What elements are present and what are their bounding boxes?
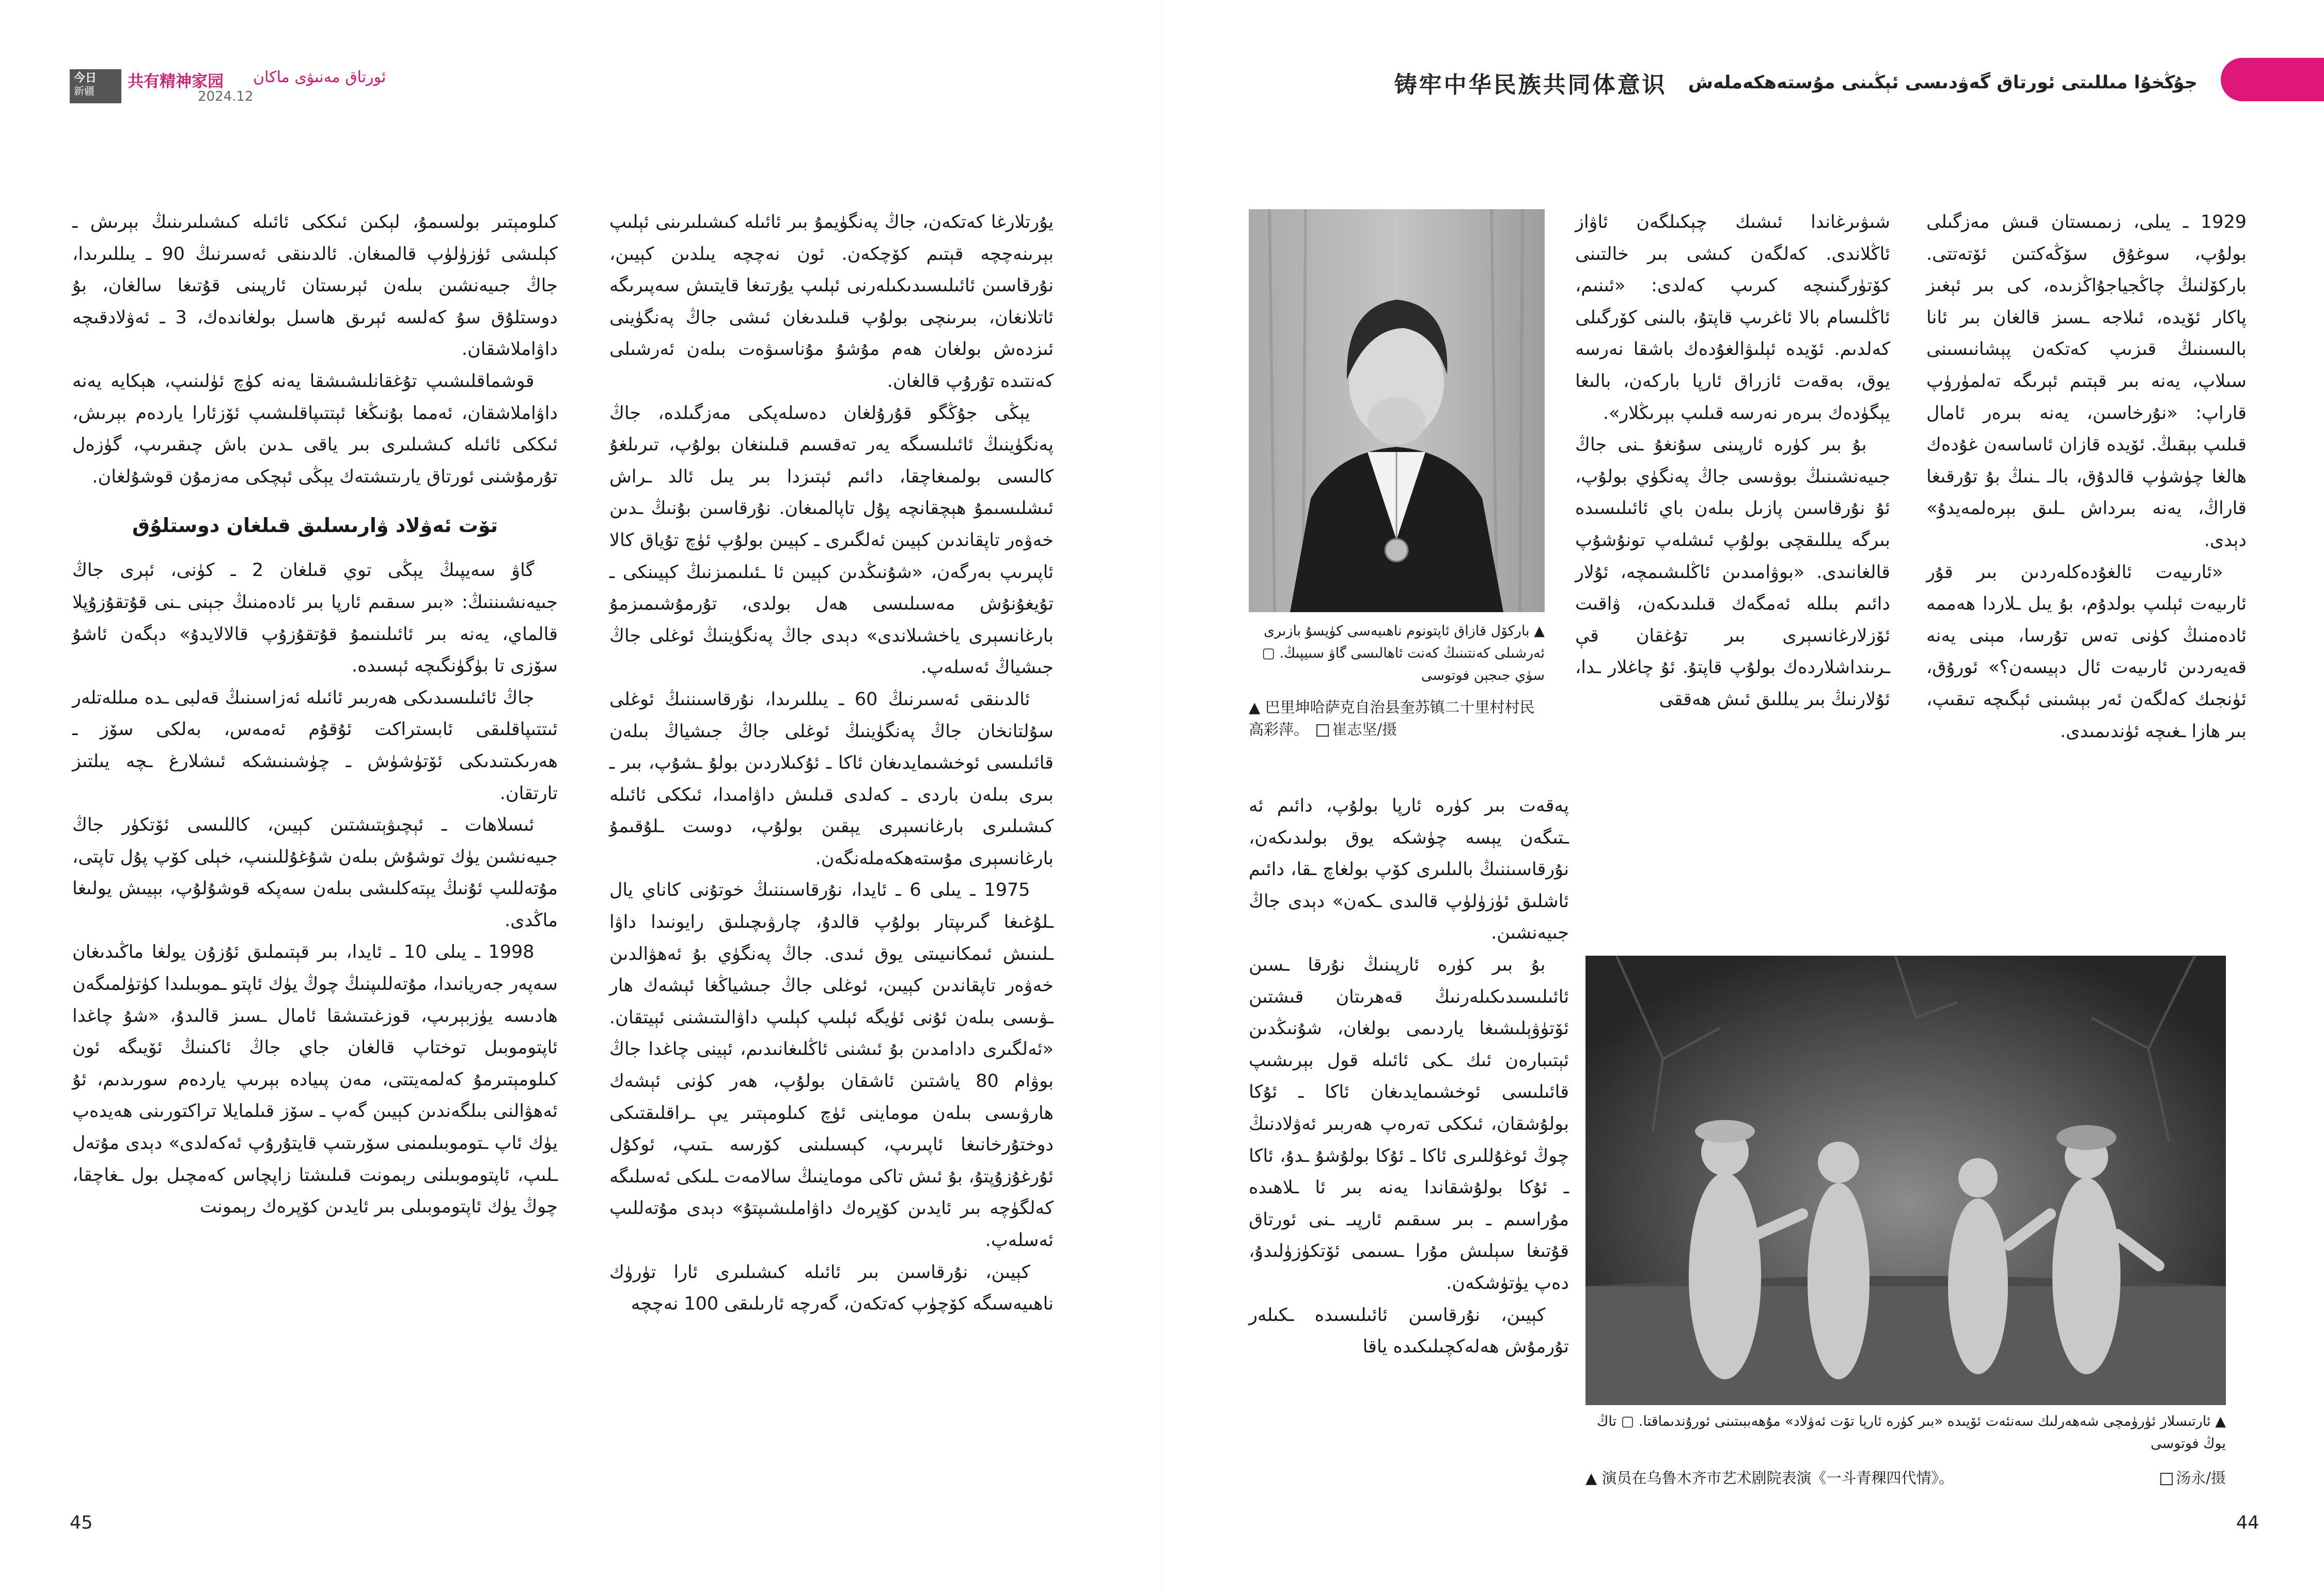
portrait-caption-ug: ▲ باركۆل قازاق ئاپتونوم ناھىيەسى كۈيسۇ بازىرى ئەرشىلى كەنتىنىڭ كەنت ئاھالىسى گاۋ سىيپىڭ. ▢ سۈي جىجېن فوتوسى xyxy=(1262,623,1545,683)
stage-photo xyxy=(1585,956,2226,1405)
paragraph: شىۋىرغاندا ئىشىك چېكىلگەن ئاۋاز ئاڭلاندى. كەلگەن كىشى بىر خالتىنى كۆتۈرگىنىچە كىرىپ كەلدى: «ئىنىم، ئاڭلىسام بالا ئاغرىپ قاپتۇ، بالىنى كۆرگىلى كەلدىم. ئۆيدە ئېلىۋالغۇدەك باشقا نەرسە يوق، بەقەت ئازراق ئارپا باركەن، بالىغا يېگۈدەك بىرەر نەرسە قىلىپ بېرىڭلار». xyxy=(1575,212,1890,424)
page-spine xyxy=(1161,0,1163,1588)
paragraph: 1929 ـ يىلى، زىمىستان قىش مەزگىلى بولۇپ، سوغۇق سۆڭەكتىن ئۆتەتتى. باركۆلنىڭ چاڭجياجۇاڭزىدە، كى بىر ئېغىز پاكار ئۆيدە، ئىلاجە ـسىز قالغان بىر ئانا بالىسىنىڭ قىزىپ كەتكەن پېشانىسىنى سىلاپ، يەنە بىر قېتىم ئېرىگە تەلمۈرۈپ قاراپ: «نۇرخاسىن، يەنە بىرەر ئامال قىلىپ بېقىڭ. ئۆيدە قازان ئاساسەن غۇدەك ھالغا چۈشۈپ قالدۇق، بالـ ـنىڭ بۇ تۇرقىغا قاراڭ، يەنە بىرداش ـلىق بېرەلمەيدۇ» دېدى. xyxy=(1926,212,2247,551)
portrait-credit-text: 崔志坚/摄 xyxy=(1332,721,1397,738)
badge-line-2: 新疆 xyxy=(74,85,95,97)
credit-box-icon xyxy=(2160,1473,2173,1485)
right-running-header xyxy=(1394,66,2197,102)
stage-caption-cn xyxy=(1585,1467,2226,1489)
column-title-cn: 铸牢中华民族共同体意识 xyxy=(1394,72,1667,98)
paragraph: «ئارىيەت ئالغۇدەكلەردىن بىر قۇر ئارىيەت ئېلىپ بولدۇم، بۇ يىل ـلاردا ھەممە ئادەمنىڭ كۈنى تەس تۇرسا، مېنى يەنە قەيەردىن ئارىيەت ئال دېيسەن؟» ئورۇق، ئۈنجىك كەلگەن ئەر بېشىنى ئېگىچە تىقىپ، بىر ھازا ـغىچە ئۈندىمىدى. xyxy=(1926,562,2247,742)
badge-line-1: 今日 xyxy=(74,72,97,85)
stage-performance-photo-icon xyxy=(1585,956,2226,1405)
text-column-1 xyxy=(1926,207,2247,930)
section-heading: تۆت ئەۋلاد ۋارىسلىق قىلغان دوستلۇق xyxy=(132,514,498,537)
stage-credit xyxy=(2157,1467,2226,1489)
paragraph: جاڭ ئائىلىسىدىكى ھەربىر ئائىلە ئەزاسىنىڭ قەلبى ـدە مىللەتلەر ئىتتىپاقلىقى ئابستراكت ئۇقۇم ئەمەس، بەلكى سۆز ـ ھەرىكىتىدىكى ئۆتۈشۈش ـ چۈشىنىشكە ئىشلارغ ـچە يىلتىز تارتقان. xyxy=(72,687,558,804)
paragraph: بۇ بىر كۈرە ئارپىنىڭ نۇرقا ـسىن ئائىلىسىدىكىلەرنىڭ قەھرىتان قىشتىن ئۆتۈۋېلىشىغا ياردىمى بولغان، شۇنىڭدىن ئېتىبارەن ئىك ـكى ئائىلە قول بېرىشىپ قائىلىسى ئوخشىمايدىغان ئاكا ـ ئۇكا بولۇشقان، ئىككى تەرەپ ھەربىر ئەۋلادنىڭ چوڭ ئوغۇللىرى ئاكا ـ ئۇكا بولۇشۇ ـدۇ، ئاكا ـ ئۇكا بولۇشقاندا يەنە بىر ئا ـلاھىدە مۇراسىم ـ بىر سىقىم ئارپىـ ـنى ئورتاق قۇتىغا سېلىش مۇرا ـسىمى ئۆتكۈزۈلىدۇ، دەپ يۈتۈشكەن. xyxy=(1249,954,1569,1294)
paragraph: بۇ بىر كۈرە ئارپىنى سۇنغۇ ـنى جاڭ جىيەنشىنىڭ بوۋىسى جاڭ پەنگۈي بولۇپ، ئۇ نۇرقاسىن پازىل بىلەن باي ئائىلىسىدە بىرگە يىللىقچى بولۇپ ئىشلەپ تونۇشۇپ قالغانىدى. «بوۋامىدىن ئاڭلىشىمچە، ئۇلار دائىم بىللە ئەمگەك قىلىدىكەن، ۋاقىت ئۆزلارغانسېرى بىر تۇغقان قې ـرىنداشلاردەك بولۇپ قاپتۇ. ئۇ چاغلار ـدا، ئۇلارنىڭ بىر يىللىق ئىش ھەققى xyxy=(1575,434,1890,710)
section-title-cn: 共有精神家园 xyxy=(128,72,224,91)
paragraph: ئالدىنقى ئەسىرنىڭ 60 ـ يىللىرىدا، نۇرقاسىننىڭ ئوغلى سۇلتانخان جاڭ پەنگۈينىڭ ئوغلى جاڭ جىشياڭ بىلەن قائىلىسى ئوخشىمايدىغان ئاكا ـ ئۇكىلاردىن بولۇ ـشۇپ، بىر ـ بىرى بىلەن باردى ـ كەلدى قىلىش داۋامىدا، ئىككى ئائىلە كىشىلىرى بارغانسېرى يېقىن بولۇپ، دوست ـلۇقىمۇ بارغانسېرى مۇستەھكەملەنگەن. xyxy=(609,689,1054,869)
section-title-ug: ئورتاق مەنىۋى ماكان xyxy=(253,68,386,86)
text-column-4 xyxy=(609,207,1054,1498)
paragraph: يېڭى جۇڭگو قۇرۇلغان دەسلەپكى مەزگىلدە، جاڭ پەنگۈينىڭ ئائىلىسىگە يەر تەقسىم قىلىنغان بولۇپ، تىرىلغۇ كالىسى بولمىغاچقا، دائىم ئېتىزدا بىر يىل ئالد ـراش ئىشلىسىمۇ ھېچقانچە پۇل تاپالمىغان. نۇرقاسىن بۇنىڭ ـدىن خەۋەر تاپقاندىن كېيىن ئەلگىرى ـ كېيىن بولۇپ ئۈچ تۇياق كالا ئاپىرىپ بەرگەن، «شۇنىڭدىن كېيىن ئا ـئىلىمىزنىڭ كېيىنكى ـ تۇيغۇنۇش مەسىلىسى ھەل بولدى، تۇرمۇشىمىزمۇ بارغانسېرى ياخشىلاندى» دېدى جاڭ پەنگۈينىڭ ئوغلى جاڭ جىشياڭ ئەسلەپ. xyxy=(609,402,1054,678)
issue-date: 2024.12 xyxy=(198,89,254,104)
page-number-right: 44 xyxy=(2236,1513,2259,1533)
stage-credit-text: 汤永/摄 xyxy=(2176,1469,2226,1487)
paragraph: ئىسلاھات ـ ئېچىۋېتىشتىن كېيىن، كاللىسى ئۆتكۈر جاڭ جىيەنشىن يۈك توشۇش بىلەن شۇغۇللىنىپ، خېلى كۆپ پۇل تاپتى، مۇتەللىپ ئۇنىڭ يېتەكلىشى بىلەن سەپكە قوشۇلۇپ، بېيىش يولىغا ماڭدى. xyxy=(72,815,558,931)
stage-caption-ug: ▲ ئارتىسلار ئۈرۈمچى شەھەرلىك سەنئەت ئۆيىدە «بىر كۈرە ئارپا تۆت ئەۋلاد» مۇھەببىتىنى ئورۇندىماقتا. ▢ تاڭ يوڭ فوتوسى xyxy=(1597,1413,2226,1452)
magazine-logo-badge xyxy=(70,69,121,103)
text-column-5 xyxy=(72,207,558,1498)
page-number-left: 45 xyxy=(70,1513,93,1533)
paragraph: پەقەت بىر كۈرە ئارپا بولۇپ، دائىم ئە ـتىگەن يېسە چۈشكە يوق بولىدىكەن، نۇرقاسىننىڭ بالىلىرى كۆپ بولغاچ ـقا، دائىم ئاشلىق ئۈزۈلۈپ قالىدى ـكەن» دېدى جاڭ جىيەنشىن. xyxy=(1249,796,1569,944)
paragraph: 1998 ـ يىلى 10 ـ ئايدا، بىر قېتىملىق ئۇزۇن يولغا ماڭىدىغان سەپەر جەريانىدا، مۇتەللىپنىڭ چوڭ يۈك ئاپتو ـموبىلىدا كۈتۈلمىگەن ھادىسە يۈزبېرىپ، قوزغىتىشقا ئامال ـسىز قالىدۇ، «شۇ چاغدا ئاپتوموبىل توختاپ قالغان جاي جاڭ ئاكىنىڭ ئۆيىگە ئون كىلومېتىرمۇ كەلمەيتتى، مەن پىيادە بېرىپ ياردەم سورىدىم، ئۇ ئەھۋالنى بىلگەندىن كېيىن گەپ ـ سۆز قىلمايلا تراكتورىنى ھەيدەپ يۈك ئاپ ـتوموبىلىمنى سۆرىتىپ قايتۇرۇپ ئەكەلدى» دېدى مۇتەل ـلىپ، ئاپتوموبىلنى رېمونت قىلىشتا زاپچاس كەمچىل بول ـغاچقا، چوڭ يۈك ئاپتوموبىلى بىر ئايدىن كۆپرەك رېمونت xyxy=(72,942,558,1218)
credit-box-icon xyxy=(1316,724,1329,737)
paragraph: قوشماقلىشىپ تۇغقانلىشىشقا يەنە كۈچ ئۈلىنىپ، ھېكايە يەنە داۋاملاشقان، ئەمما بۇنىڭغا ئېتتىپاقلىشىپ ئۆزئارا ياردەم بېرىش، ئىككى ئائىلە كىشىلىرى بىر ياقى ـدىن باش چىقىرىپ، گۈزەل تۇرمۇشنى ئورتاق يارىتىشتەك يېڭى ئېچكى مەزمۇن قوشۇلغان. xyxy=(72,370,558,487)
text-column-2 xyxy=(1575,207,1890,710)
portrait-caption-cn-text: ▲ 巴里坤哈萨克自治县奎苏镇二十里村村民高彩萍。 xyxy=(1249,698,1535,738)
paragraph: يۇرتلارغا كەتكەن، جاڭ پەنگۈيمۇ بىر ئائىلە كىشىلىرىنى ئېلىپ بېرىنەچچە قېتىم كۆچكەن. ئون نەچچە يىلدىن كېيىن، نۇرقاسىن ئائىلىسىدىكىلەرنى ئېلىپ يۇرتىغا قايتىش سەپىرىگە ئاتلانغان، بىرىنچى بولۇپ قىلىدىغان ئىشى جاڭ پەنگۈينى ئىزدەش بولغان ھەم مۇشۇ مۇناسىۋەت بىلەن ئەرشىلى كەنتىدە تۇرۇپ قالغان. xyxy=(609,212,1054,392)
portrait-photo-icon xyxy=(1249,209,1545,612)
paragraph: 1975 ـ يىلى 6 ـ ئايدا، نۇرقاسىننىڭ خوتۇنى كاناي يال ـلۇغىغا گىرىپتار بولۇپ قالدۇ، چارۋىچىلىق رايونىدا داۋا ـلىنىش ئىمكانىيىتى يوق ئىدى. جاڭ پەنگۈي بۇ ئەھۋالدىن خەۋەر تاپقاندىن كېيىن، ئوغلى جاڭ جىشياڭغا ئېشەك ھار ـۋىسى بىلەن ئۇنى ئۈيگە ئېلىپ كېلىپ داۋالىتىشنى ئېيتقان. «ئەلگىرى دادامدىن بۇ ئىشنى ئاڭلىغانىدىم، ئېينى چاغدا جاڭ بوۋام 80 ياشتىن ئاشقان بولۇپ، ھەر كۈنى ئېشەك ھارۋىسى بىلەن موماينى ئۈچ كىلومېتىر يې ـراقلىقتىكى دوختۇرخانىغا ئاپىرىپ، كېسىلىنى كۆرسە ـتىپ، ئوكۇل ئۇرغۇزۇپتۇ، بۇ ئىش تاكى موماينىڭ سالامەت ـلىكى ئەسلىگە كەلگۈچە بىر ئايدىن كۆپرەك داۋاملىشىپتۇ» دېدى مۇتەللىپ ئەسلەپ. xyxy=(609,880,1054,1251)
paragraph: كىلومېتىر بولسىمۇ، لېكىن ئىككى ئائىلە كىشىلىرىنىڭ بېرىش ـ كېلىشى ئۈزۈلۈپ قالمىغان. ئالدىنقى ئەسىرنىڭ 90 ـ يىللىرىدا، جاڭ جىيەنشىن بىلەن ئېرىستان ئارپىنى قۇتىغا سالغان، بۇ دوستلۇق سۇ كەلسە ئېرىق ھاسىل بولغاندەك، 3 ـ ئەۋلادقىچە داۋاملاشقان. xyxy=(72,212,558,360)
pink-edge-tab xyxy=(2221,58,2324,101)
portrait-caption-cn xyxy=(1249,696,1545,741)
stage-caption-cn-text: ▲ 演员在乌鲁木齐市艺术剧院表演《一斗青稞四代情》。 xyxy=(1585,1469,1954,1487)
portrait-photo xyxy=(1249,209,1545,612)
portrait-credit xyxy=(1313,721,1397,738)
text-column-3 xyxy=(1249,790,1569,1506)
paragraph: گاۋ سەيپىڭ يېڭى توي قىلغان 2 ـ كۈنى، ئېرى جاڭ جىيەنشىننىڭ: «بىر سىقىم ئارپا بىر ئادەمنىڭ جېنى ـنى قۇتقۇزۇپلا قالماي، يەنە بىر ئائىلىنىمۇ قۇتقۇزۇپ قالالايدۇ» دېگەن ئاشۇ سۆزى تا بۈگۈنگىچە ئېسىدە. xyxy=(72,560,558,677)
column-title-ug: جۇڭخۇا مىللىتى ئورتاق گەۋدىسى ئېڭىنى مۇستەھكەملەش xyxy=(1688,72,2197,93)
paragraph: كېيىن، نۇرقاسىن ئائىلىسىدە ـكىلەر تۇرمۇش ھەلەكچىلىكىدە ياقا xyxy=(1249,1304,1569,1358)
paragraph: كېيىن، نۇرقاسىن بىر ئائىلە كىشىلىرى ئارا تۈرۈك ناھىيەسىگە كۆچۈپ كەتكەن، گەرچە ئارىلىقى 100 نەچچە xyxy=(609,1262,1054,1315)
